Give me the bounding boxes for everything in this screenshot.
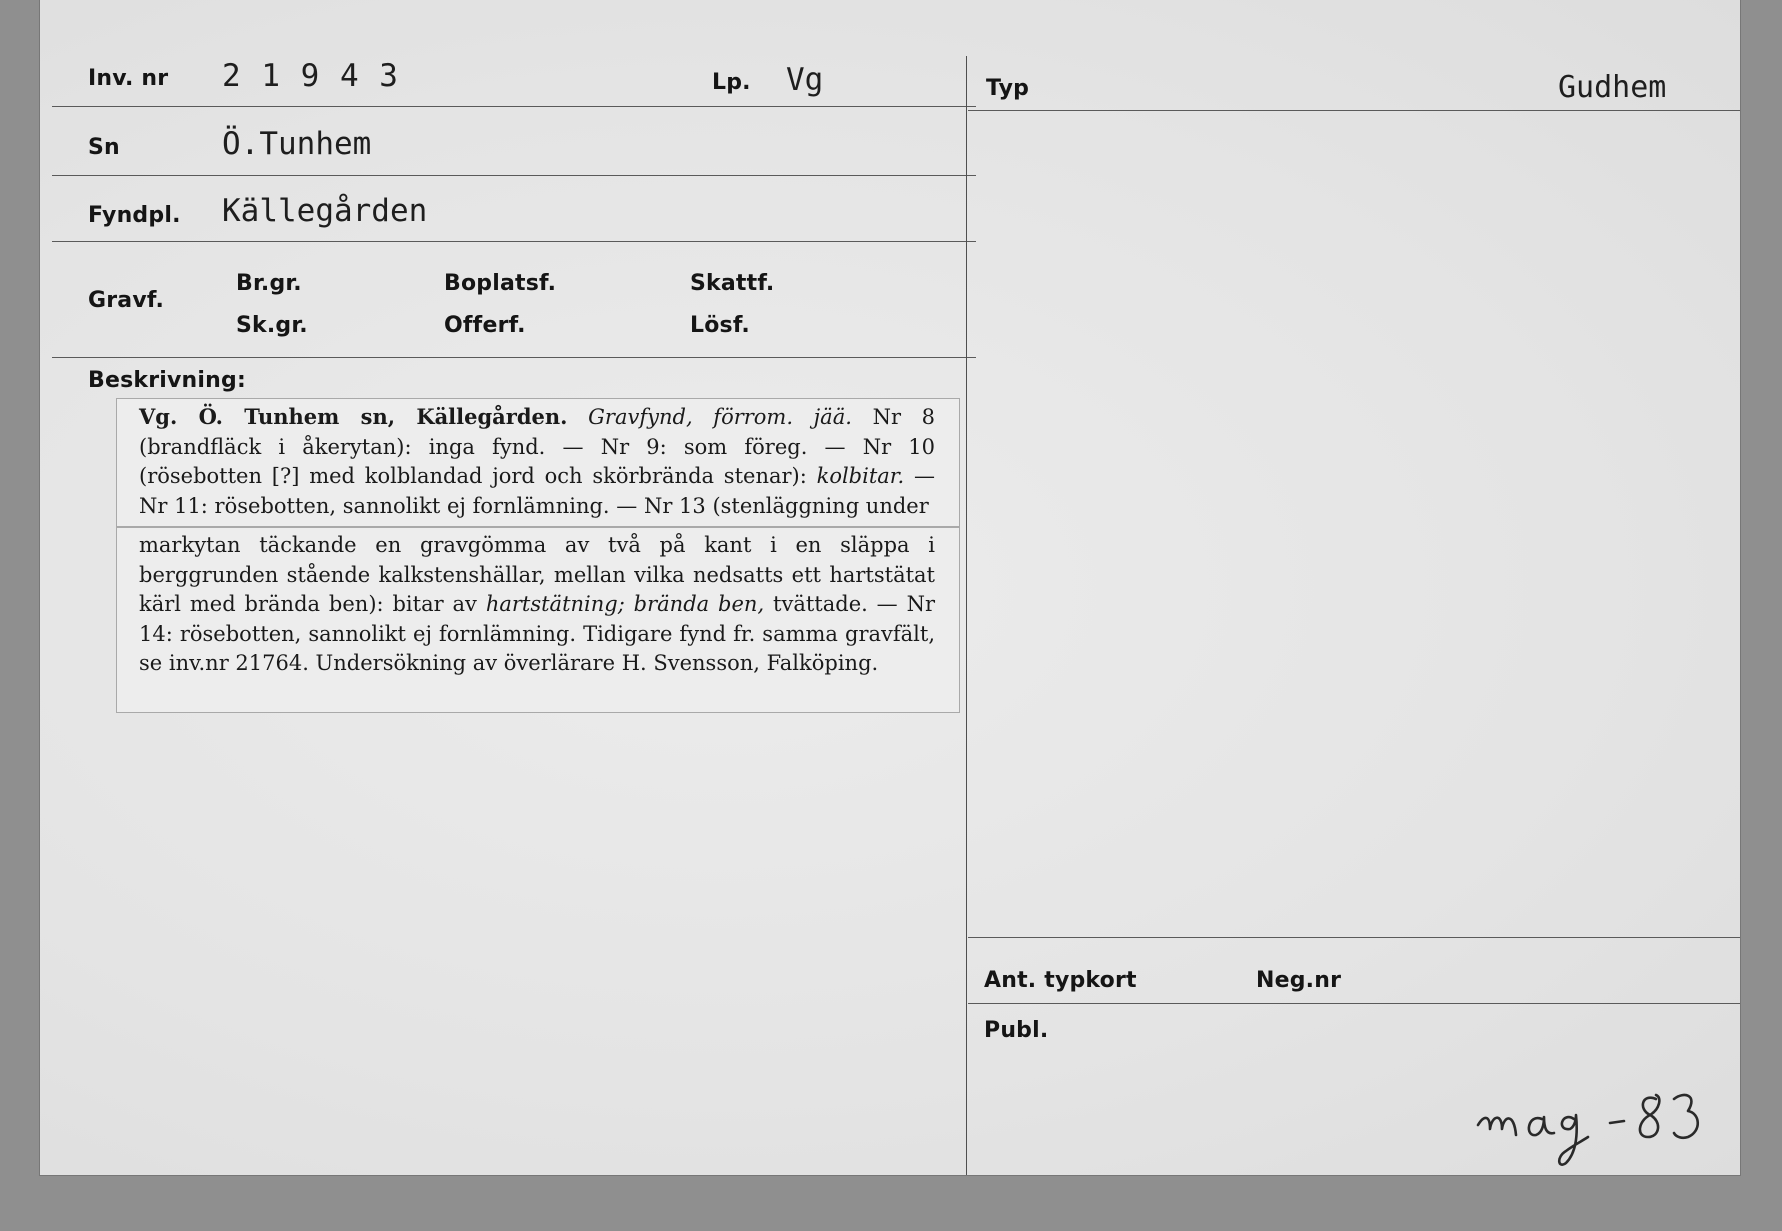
description-category: Gravfynd, förrom. jää. bbox=[588, 405, 852, 429]
typ-value: Gudhem bbox=[1558, 70, 1667, 105]
boplatsf-label: Boplatsf. bbox=[444, 271, 557, 296]
divider-inv bbox=[52, 106, 976, 107]
catalog-card bbox=[40, 0, 1740, 1175]
divider-typ bbox=[968, 110, 1740, 111]
description-text-4: tvättade. — Nr 14: rösebotten, sannolikt ej fornlämning. Tidigare fynd fr. samma gravfält, se inv.nr 21764. Undersökning av överlärare H. Svensson, Falköping. bbox=[139, 592, 935, 675]
offerf-label: Offerf. bbox=[444, 313, 526, 338]
handwritten-note bbox=[1470, 1085, 1720, 1175]
divider-publ bbox=[968, 1003, 1740, 1004]
divider-bottom-section bbox=[968, 937, 1740, 938]
description-find-1: kolbitar. bbox=[816, 464, 905, 488]
divider-fyndpl bbox=[52, 241, 976, 242]
typ-label: Typ bbox=[986, 76, 1030, 101]
lp-value: Vg bbox=[786, 62, 824, 98]
sn-value: Ö.Tunhem bbox=[222, 126, 372, 162]
skattf-label: Skattf. bbox=[690, 271, 775, 296]
divider-gravf bbox=[52, 357, 976, 358]
sk-gr-label: Sk.gr. bbox=[236, 313, 308, 338]
description-find-2: hartstätning; brända ben, bbox=[485, 592, 765, 616]
br-gr-label: Br.gr. bbox=[236, 271, 302, 296]
fyndpl-label: Fyndpl. bbox=[88, 203, 181, 228]
inv-nr-label: Inv. nr bbox=[88, 66, 169, 91]
sn-label: Sn bbox=[88, 135, 120, 160]
ant-typkort-label: Ant. typkort bbox=[984, 968, 1137, 993]
description-heading: Vg. Ö. Tunhem sn, Källegården. bbox=[139, 404, 568, 429]
divider-sn bbox=[52, 175, 976, 176]
beskrivning-label: Beskrivning: bbox=[88, 368, 246, 393]
description-text-1: Nr 8 (brandfläck i åkerytan): inga fynd. — Nr 9: som föreg. — Nr 10 (rösebotten [?] med kolblandad jord och skörbrända stenar): bbox=[139, 405, 936, 488]
inv-nr-value: 2 1 9 4 3 bbox=[222, 58, 399, 94]
neg-nr-label: Neg.nr bbox=[1256, 968, 1342, 993]
description-clipping-2 bbox=[116, 527, 960, 713]
column-divider bbox=[966, 56, 967, 1175]
description-text-3: markytan täckande en gravgömma av två på kant i en släppa i berggrunden stående kalkstenshällar, mellan vilka nedsatts ett hartstätat kärl med brända ben): bitar av bbox=[139, 533, 935, 616]
fyndpl-value: Källegården bbox=[222, 193, 428, 229]
lp-label: Lp. bbox=[712, 70, 751, 95]
publ-label: Publ. bbox=[984, 1018, 1049, 1043]
description-clipping-1 bbox=[116, 398, 960, 527]
description-text-2: — Nr 11: rösebotten, sannolikt ej fornlämning. — Nr 13 (stenläggning under bbox=[139, 464, 935, 518]
gravf-label: Gravf. bbox=[88, 288, 165, 313]
losf-label: Lösf. bbox=[690, 313, 750, 338]
